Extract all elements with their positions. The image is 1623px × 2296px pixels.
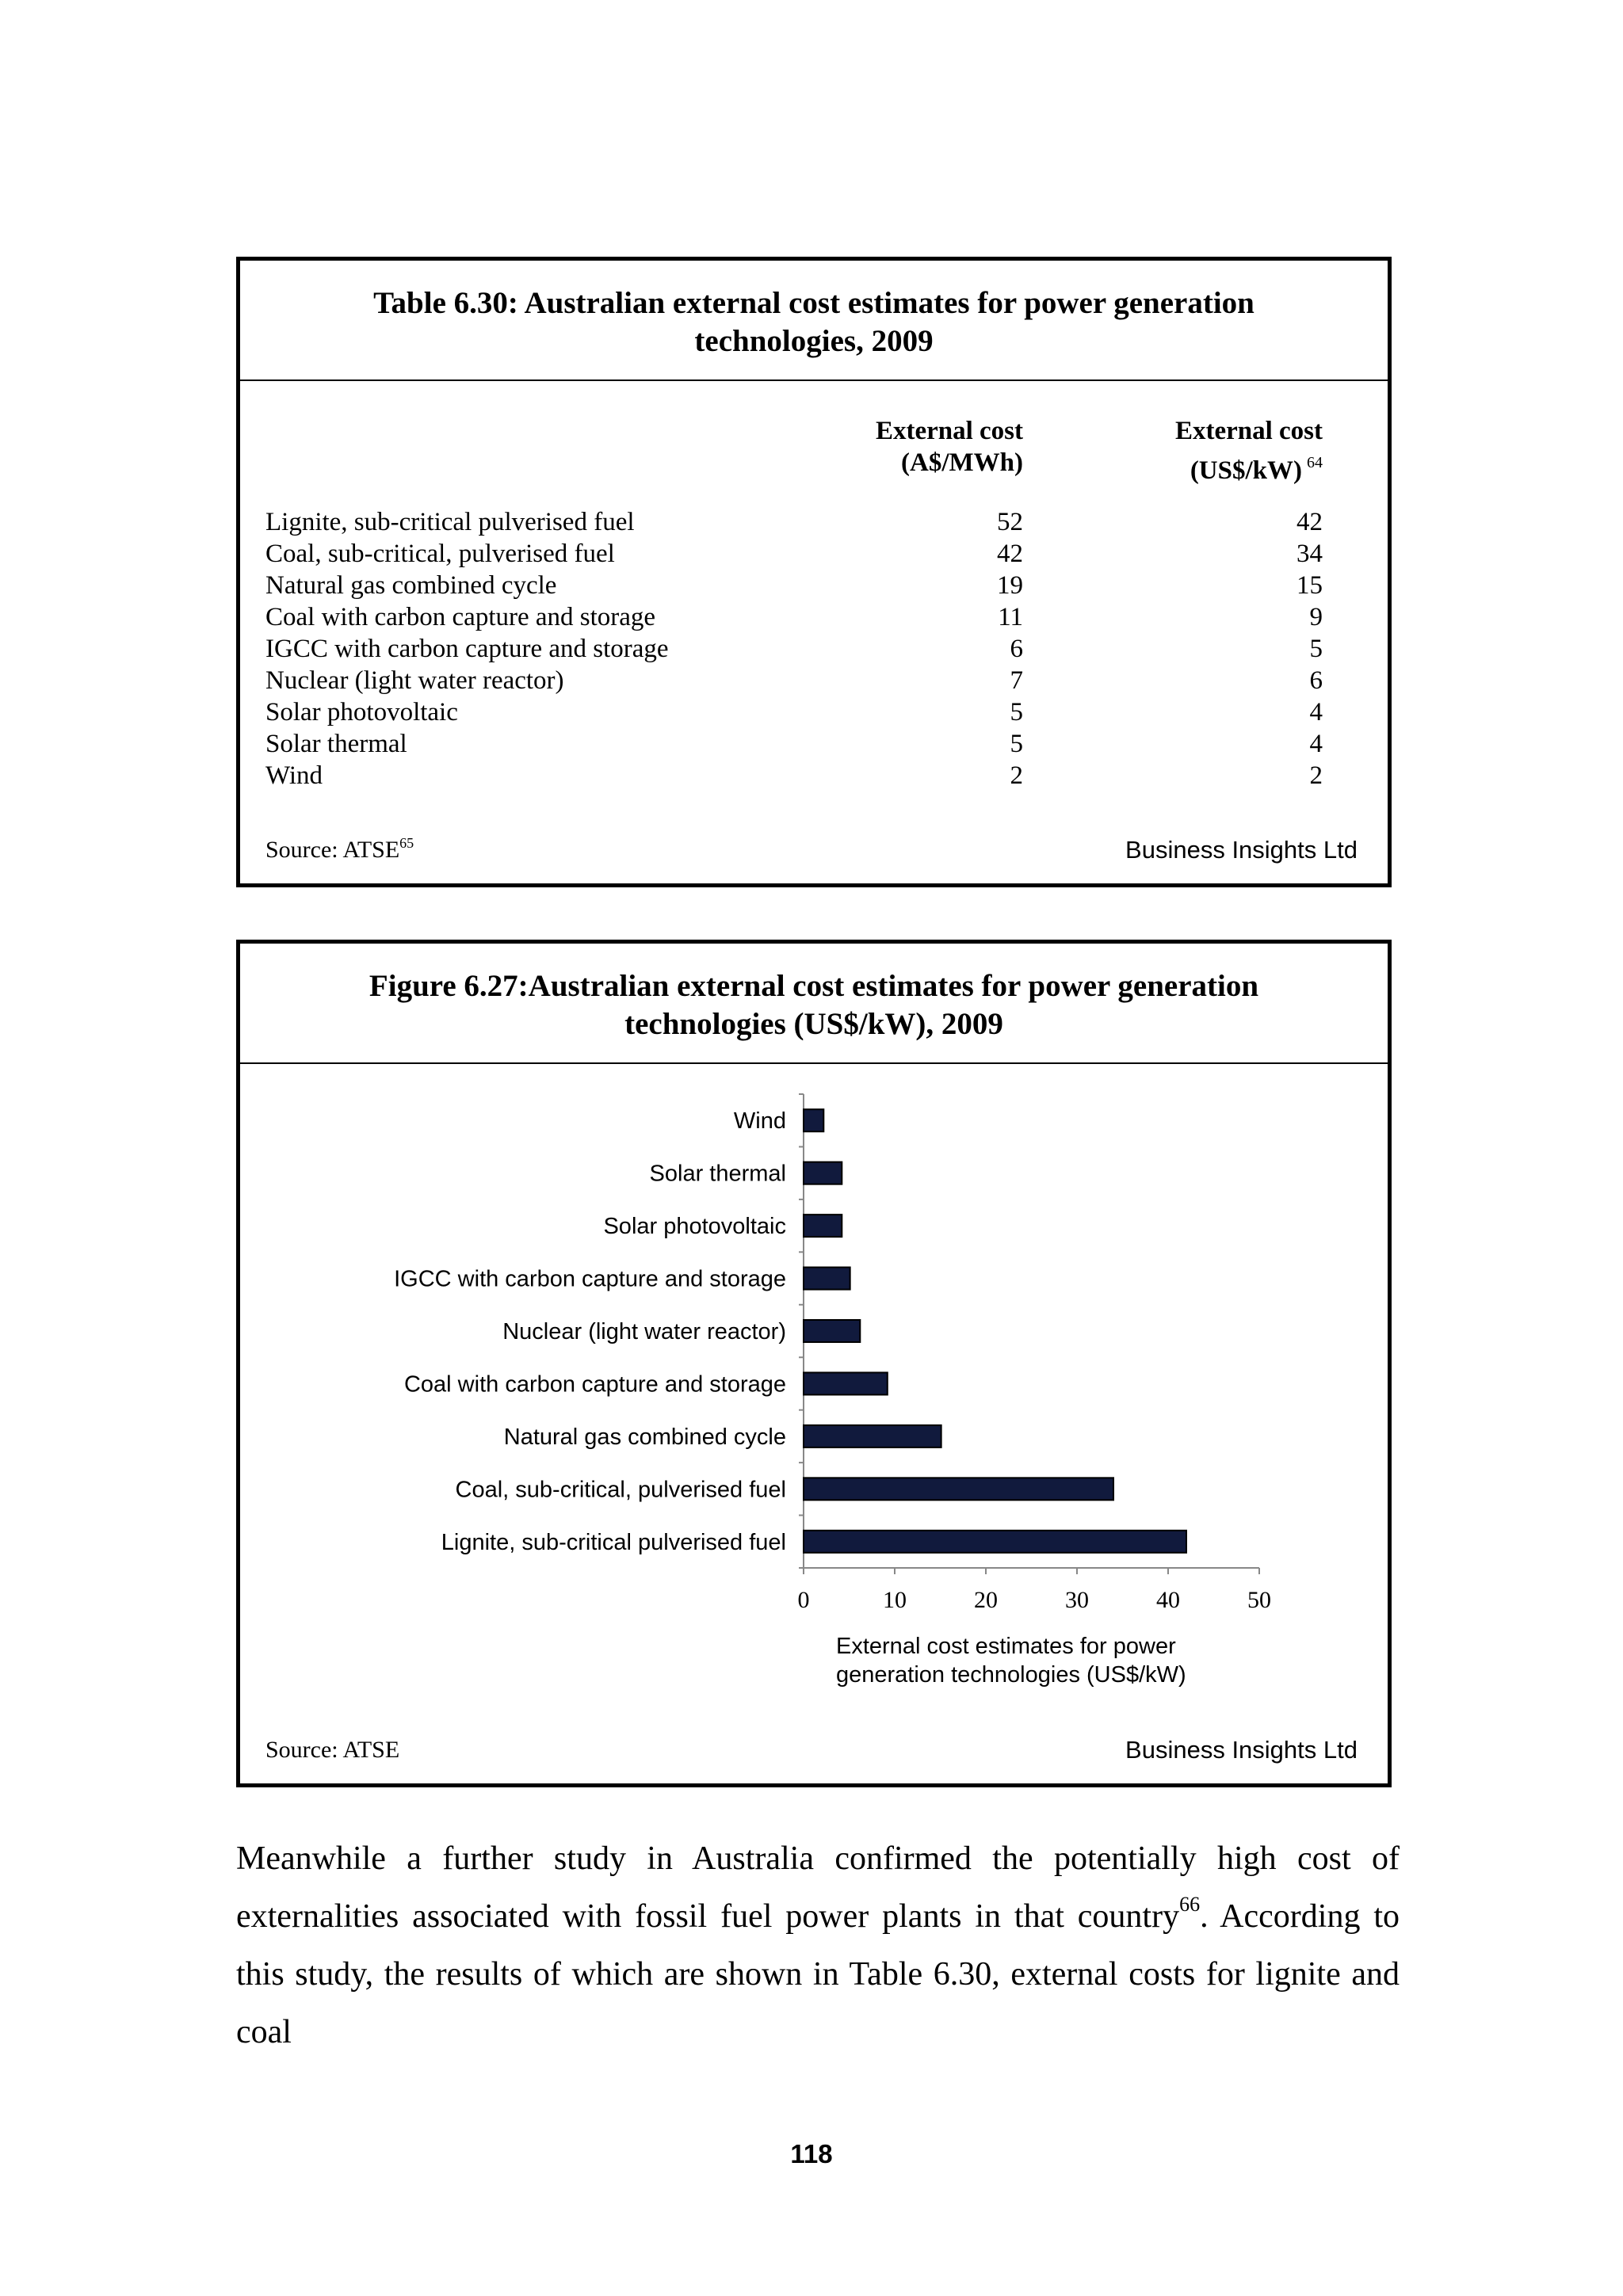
table-row (265, 506, 1323, 538)
table-body (265, 506, 1323, 791)
category-label: Coal with carbon capture and storage (403, 1371, 786, 1398)
row-label: Wind (265, 761, 323, 790)
value-usd-kw: 34 (1296, 540, 1323, 568)
bar (804, 1478, 1113, 1500)
bar (804, 1320, 860, 1342)
x-tick-label: 0 (797, 1587, 810, 1613)
row-label: Solar photovoltaic (265, 698, 458, 727)
table-row (265, 538, 1323, 570)
body-paragraph: Meanwhile a further study in Australia confirmed the potentially high cost of externalities associated with fossil fuel power plants in that country$^{66}$. According to this study, the results of which are shown in Table 6.30, external costs for lignite and coal (236, 1840, 1400, 2050)
value-aud-mwh: 5 (1010, 698, 1023, 727)
category-label: Lignite, sub-critical pulverised fuel (441, 1529, 786, 1555)
value-usd-kw: 5 (1309, 635, 1323, 663)
value-usd-kw: 6 (1309, 666, 1323, 695)
figure-title-line1: Figure 6.27:Australian external cost estimates for power generation (369, 969, 1259, 1003)
value-usd-kw: 4 (1309, 698, 1323, 727)
table-row (265, 633, 1323, 665)
x-axis-label: generation technologies (US$/kW) (836, 1662, 1186, 1688)
table-box (236, 257, 1392, 887)
category-label: Coal, sub-critical, pulverised fuel (455, 1477, 786, 1503)
footnote-ref: 64 (1307, 454, 1323, 471)
value-aud-mwh: 7 (1010, 666, 1023, 695)
x-axis-label: External cost estimates for power (836, 1634, 1176, 1659)
value-usd-kw: 15 (1296, 571, 1323, 600)
x-tick-label: 40 (1156, 1587, 1180, 1613)
value-usd-kw: 4 (1309, 730, 1323, 758)
table-row (265, 760, 1323, 791)
x-tick-label: 10 (883, 1587, 907, 1613)
table-row (265, 728, 1323, 760)
bar (804, 1162, 842, 1184)
row-label: Coal with carbon capture and storage (265, 603, 656, 631)
category-label: IGCC with carbon capture and storage (394, 1266, 786, 1292)
table-row (265, 665, 1323, 696)
table-row (265, 570, 1323, 601)
value-aud-mwh: 42 (997, 540, 1023, 568)
category-label: Nuclear (light water reactor) (502, 1319, 786, 1344)
x-tick-label: 20 (974, 1587, 998, 1613)
row-label: Natural gas combined cycle (265, 571, 557, 600)
column-header-aud-mwh: External cost (A$/MWh) (875, 417, 1023, 477)
table-source: Source: ATSE$^{65}$ (265, 835, 414, 863)
category-label: Natural gas combined cycle (503, 1424, 786, 1450)
x-tick-label: 30 (1065, 1587, 1089, 1613)
category-label: Wind (733, 1108, 786, 1135)
page-number: 118 (790, 2139, 833, 2168)
table-row (265, 601, 1323, 633)
bar (804, 1268, 850, 1290)
bar (804, 1425, 941, 1447)
table-title (240, 261, 1388, 381)
bar (804, 1109, 823, 1131)
row-label: IGCC with carbon capture and storage (265, 635, 669, 663)
row-label: Coal, sub-critical, pulverised fuel (265, 540, 615, 568)
value-aud-mwh: 19 (997, 571, 1023, 600)
value-usd-kw: 42 (1296, 508, 1323, 536)
category-label: Solar thermal (649, 1161, 786, 1187)
row-label: Nuclear (light water reactor) (265, 666, 564, 695)
table-credit: Business Insights Ltd (1125, 836, 1358, 864)
bar (804, 1372, 888, 1394)
footnote-ref: 66 (1179, 1893, 1201, 1916)
value-usd-kw: 2 (1309, 761, 1323, 790)
bar (804, 1215, 842, 1237)
column-header-usd-kw: External cost (US$/kW) $^{64}$ (1174, 417, 1323, 485)
value-aud-mwh: 6 (1010, 635, 1023, 663)
value-usd-kw: 9 (1309, 603, 1323, 631)
footnote-ref: 65 (399, 835, 414, 851)
value-aud-mwh: 5 (1010, 730, 1023, 758)
bar-chart (240, 944, 1388, 1783)
figure-source: Source: ATSE (265, 1737, 400, 1763)
figure-box (236, 940, 1392, 1787)
table-title-line1: Table 6.30: Australian external cost estimates for power generation (373, 286, 1254, 320)
category-label: Solar photovoltaic (603, 1214, 786, 1240)
row-label: Lignite, sub-critical pulverised fuel (265, 508, 635, 536)
x-tick-label: 50 (1247, 1587, 1271, 1613)
row-label: Solar thermal (265, 730, 407, 758)
bar (804, 1531, 1186, 1553)
table-title-line2: technologies, 2009 (694, 324, 934, 358)
value-aud-mwh: 52 (997, 508, 1023, 536)
table-row (265, 696, 1323, 728)
figure-title-line2: technologies (US$/kW), 2009 (624, 1007, 1003, 1041)
value-aud-mwh: 2 (1010, 761, 1023, 790)
value-aud-mwh: 11 (998, 603, 1023, 631)
figure-credit: Business Insights Ltd (1125, 1736, 1358, 1764)
